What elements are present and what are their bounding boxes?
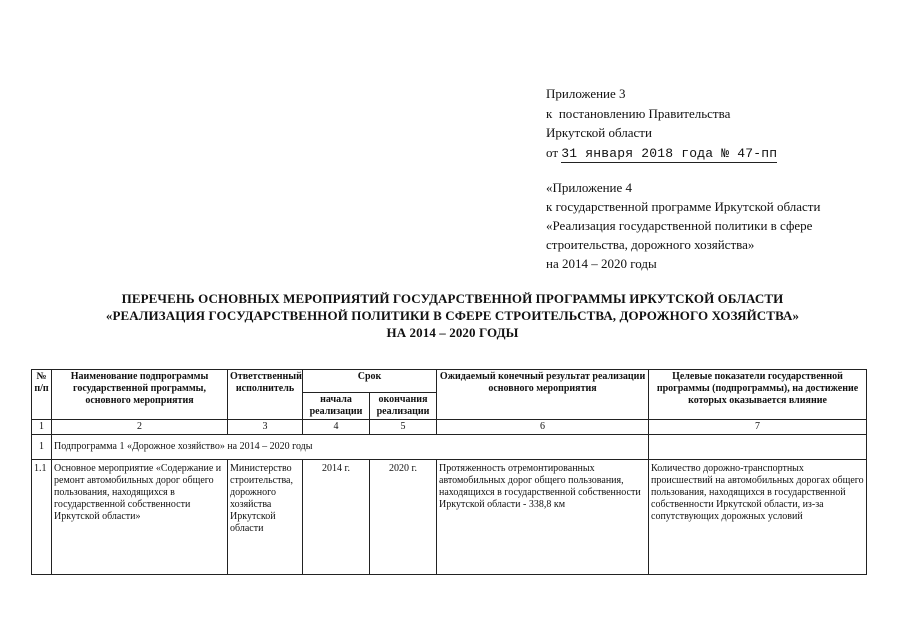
col-number: 5 — [370, 420, 437, 435]
header-indicators: Целевые показатели государственной программы (подпрограммы), на достижение которых оказывается влияние — [649, 370, 867, 420]
annex3-from-label: от — [546, 144, 559, 160]
annex4-block — [546, 178, 820, 273]
col-number: 4 — [303, 420, 370, 435]
row-end: 2020 г. — [370, 460, 437, 575]
col-number: 1 — [32, 420, 52, 435]
annex4-line5: на 2014 – 2020 годы — [546, 256, 657, 271]
annex3-date-line — [546, 143, 777, 164]
annex4-line1: «Приложение 4 — [546, 180, 633, 195]
annex4-line4: строительства, дорожного хозяйства» — [546, 237, 755, 252]
header-name: Наименование подпрограммы государственной программы, основного мероприятия — [52, 370, 228, 420]
annex4-line2: к государственной программе Иркутской области — [546, 199, 821, 214]
row-executor: Министерство строительства, дорожного хозяйства Иркутской области — [228, 460, 303, 575]
measures-table — [31, 369, 867, 575]
col-number: 7 — [649, 420, 867, 435]
annex3-line1: Приложение 3 — [546, 86, 626, 101]
subprogram-blank-indicators — [649, 435, 867, 460]
row-result: Протяженность отремонтированных автомобильных дорог общего пользования, находящихся в государственной собственности Иркутской области - 338,8 км — [437, 460, 649, 575]
header-result: Ожидаемый конечный результат реализации основного мероприятия — [437, 370, 649, 420]
header-executor: Ответственный исполнитель — [228, 370, 303, 420]
row-num: 1.1 — [32, 460, 52, 575]
subprogram-row — [32, 435, 867, 460]
subprogram-num: 1 — [32, 435, 52, 460]
col-number: 3 — [228, 420, 303, 435]
row-start: 2014 г. — [303, 460, 370, 575]
title-line2: «РЕАЛИЗАЦИЯ ГОСУДАРСТВЕННОЙ ПОЛИТИКИ В СФЕРЕ СТРОИТЕЛЬСТВА, ДОРОЖНОГО ХОЗЯЙСТВА» — [105, 308, 800, 323]
col-number: 6 — [437, 420, 649, 435]
annex3-block — [546, 84, 777, 163]
row-indicators: Количество дорожно-транспортных происшествий на автомобильных дорогах общего пользования, находящихся в государственной собственности Иркутской области, из-за сопутствующих дорожных условий — [649, 460, 867, 575]
header-term-start: начала реализации — [303, 393, 370, 420]
title-line1: ПЕРЕЧЕНЬ ОСНОВНЫХ МЕРОПРИЯТИЙ ГОСУДАРСТВЕННОЙ ПРОГРАММЫ ИРКУТСКОЙ ОБЛАСТИ — [121, 291, 784, 306]
header-num: № п/п — [32, 370, 52, 420]
header-term: Срок — [303, 370, 437, 393]
col-number: 2 — [52, 420, 228, 435]
subprogram-blank-result — [437, 435, 649, 460]
annex3-line3: Иркутской области — [546, 125, 652, 140]
column-number-row — [32, 420, 867, 435]
annex3-date-number: 31 января 2018 года № 47-пп — [561, 145, 778, 161]
title-line3: НА 2014 – 2020 ГОДЫ — [386, 325, 519, 340]
table-row — [32, 460, 867, 575]
document-title — [40, 290, 865, 341]
table-header-row — [32, 370, 867, 393]
subprogram-title: Подпрограмма 1 «Дорожное хозяйство» на 2014 – 2020 годы — [52, 435, 437, 460]
annex3-line2: к постановлению Правительства — [546, 105, 731, 121]
header-term-end: окончания реализации — [370, 393, 437, 420]
annex4-line3: «Реализация государственной политики в сфере — [546, 218, 813, 233]
row-name: Основное мероприятие «Содержание и ремонт автомобильных дорог общего пользования, находящихся в государственной собственности Иркутской области» — [52, 460, 228, 575]
